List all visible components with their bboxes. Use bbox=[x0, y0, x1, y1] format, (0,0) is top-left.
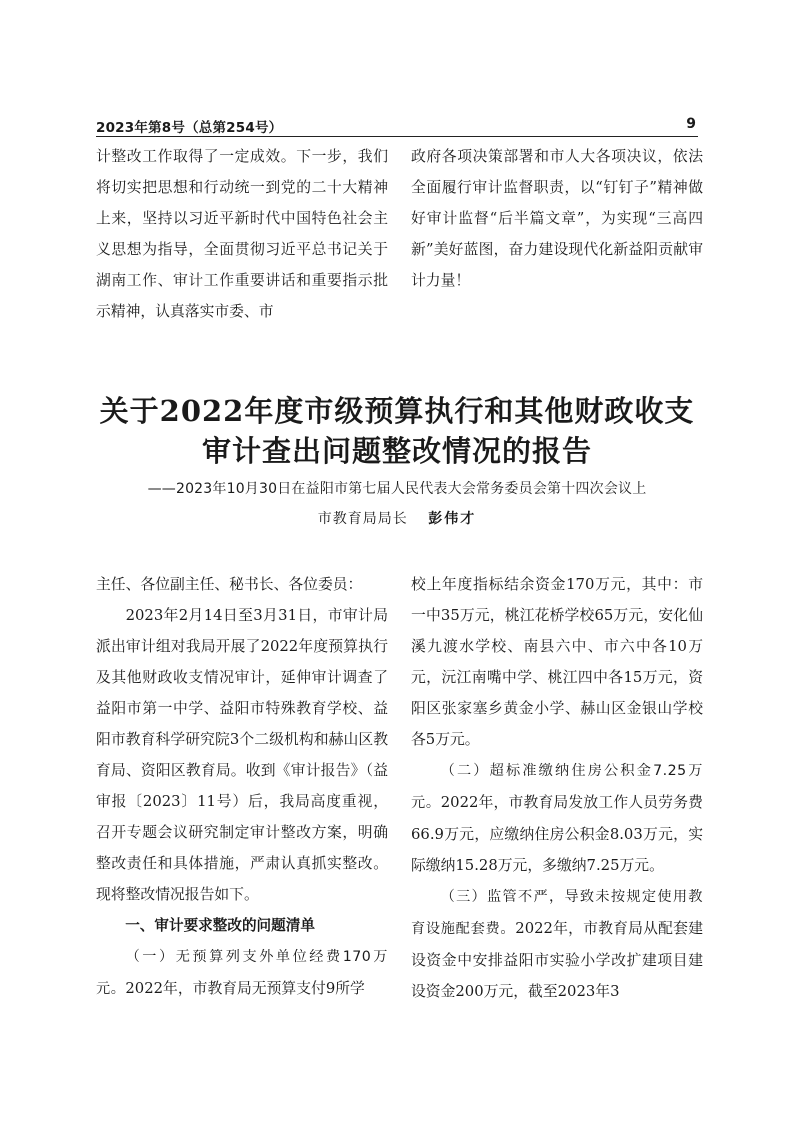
body-column-left bbox=[96, 569, 388, 1005]
previous-article-column-left bbox=[96, 141, 388, 327]
previous-article-text-right: 政府各项决策部署和市人大各项决议，依法全面履行审计监督职责，以“钉钉子”精神做好审计监督“后半篇文章”，为实现“三高四新”美好蓝图，奋力建设现代化新益阳贡献审计力量！ bbox=[411, 148, 703, 289]
section-heading-1: 一、审计要求整改的问题清单 bbox=[125, 917, 315, 934]
item-3-text: 2022年，市教育局从配套建设资金中安排益阳市实验小学改扩建项目建设资金200万元，截至2023年3 bbox=[411, 920, 703, 1000]
running-header bbox=[96, 116, 698, 134]
intro-paragraph: 2023年2月14日至3月31日，市审计局派出审计组对我局开展了2022年度预算执行及其他财政收支情况审计，延伸审计调查了益阳市第一中学、益阳市特殊教育学校、益阳市教育科学研究院3个二级机构和赫山区教育局、资阳区教育局。收到《审计报告》（益审报〔2023〕11号）后，我局高度重视，召开专题会议研究制定审计整改方案，明确整改责任和具体措施，严肃认真抓实整改。现将整改情况报告如下。 bbox=[96, 607, 388, 903]
author-role: 市教育局局长 bbox=[317, 511, 408, 527]
previous-article-column-right bbox=[411, 141, 703, 296]
salutation: 主任、各位副主任、秘书长、各位委员： bbox=[96, 576, 363, 593]
author-name: 彭伟才 bbox=[428, 511, 477, 527]
header-divider bbox=[96, 136, 698, 137]
issue-label: 2023年第8号（总第254号） bbox=[96, 120, 283, 136]
article-title-line-1: 关于2022年度市级预算执行和其他财政收支 bbox=[99, 394, 695, 428]
article-author bbox=[96, 508, 698, 528]
item-3-paragraph bbox=[411, 881, 703, 1007]
article-title-line-2: 审计查出问题整改情况的报告 bbox=[201, 434, 592, 468]
article-subtitle: ——2023年10月30日在益阳市第七届人民代表大会常务委员会第十四次会议上 bbox=[147, 481, 647, 497]
item-1-text: 2022年，市教育局无预算支付9所学 bbox=[125, 980, 365, 997]
item-2-heading: （二）超标准缴纳住房公积金7.25万元。 bbox=[411, 763, 703, 811]
item-1-paragraph bbox=[96, 941, 388, 1005]
item-2-paragraph bbox=[411, 755, 703, 881]
item-2-text: 2022年，市教育局发放工作人员劳务费66.9万元，应缴纳住房公积金8.03万元，实际缴纳15.28万元，多缴纳7.25万元。 bbox=[411, 794, 703, 874]
item-1-heading: （一）无预算列支外单位经费170万元。 bbox=[96, 949, 388, 997]
body-column-right bbox=[411, 569, 703, 1007]
previous-article-text-left: 计整改工作取得了一定成效。下一步，我们将切实把思想和行动统一到党的二十大精神上来，坚持以习近平新时代中国特色社会主义思想为指导，全面贯彻习近平总书记关于湖南工作、审计工作重要讲话和重要指示批示精神，认真落实市委、市 bbox=[96, 148, 388, 320]
item-3-heading: （三）监管不严，导致未按规定使用教育设施配套费。 bbox=[411, 889, 703, 937]
item-1-continuation: 校上年度指标结余资金170万元，其中：市一中35万元，桃江花桥学校65万元，安化仙溪九渡水学校、南县六中、市六中各10万元，沅江南嘴中学、桃江四中各15万元，资阳区张家塞乡黄金小学、赫山区金银山学校各5万元。 bbox=[411, 576, 703, 748]
page-number: 9 bbox=[686, 116, 696, 132]
